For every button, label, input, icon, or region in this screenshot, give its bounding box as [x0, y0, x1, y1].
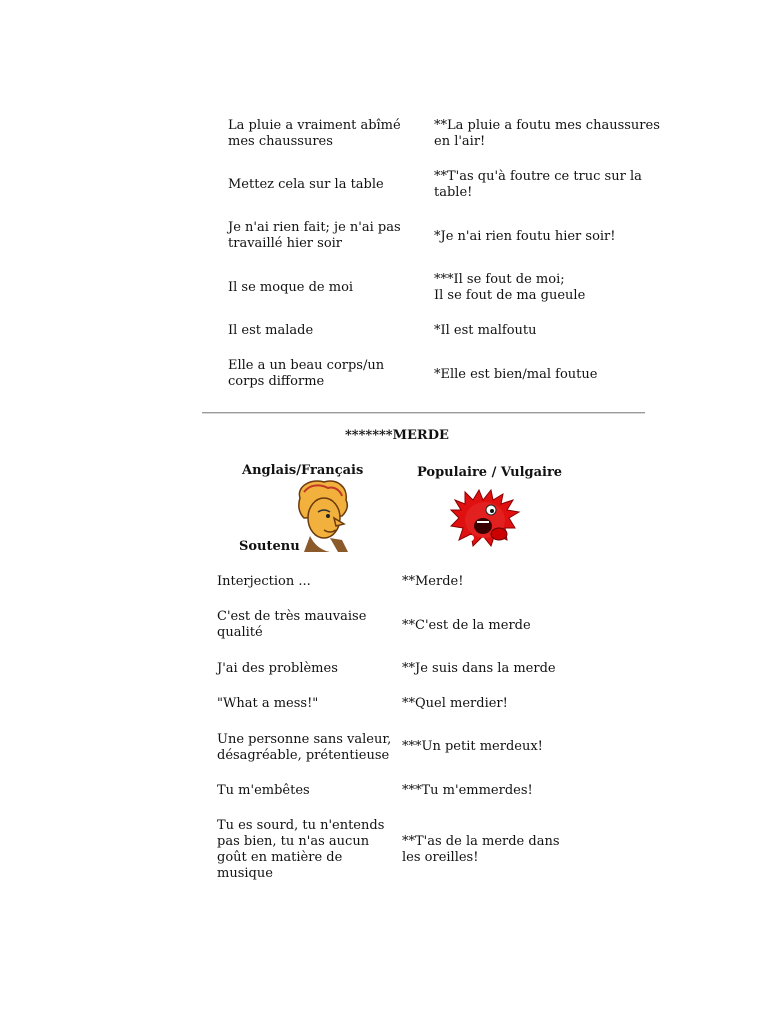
header-right: Populaire / Vulgaire [417, 465, 563, 480]
s2-row6-left: Tu m'embêtes [217, 783, 310, 798]
s2-row4-left: "What a mess!" [217, 696, 319, 711]
s1-row3-right: *Je n'ai rien foutu hier soir! [434, 229, 616, 244]
s1-row5-right: *Il est malfoutu [434, 323, 537, 338]
s2-row5-left: Une personne sans valeur, désagréable, prétentieuse [217, 732, 392, 763]
s2-row1-left: Interjection ... [217, 574, 311, 589]
s1-row2-right: **T'as qu'à foutre ce truc sur la table! [434, 169, 642, 200]
s1-row4-right: ***Il se fout de moi; Il se fout de ma gueule [434, 272, 586, 303]
soutenu-label: Soutenu [239, 539, 300, 554]
s1-row5-left: Il est malade [228, 323, 314, 338]
s2-row2-right: **C'est de la merde [402, 618, 531, 633]
s1-row6-left: Elle a un beau corps/un corps difforme [228, 358, 385, 389]
s2-row7-left: Tu es sourd, tu n'entends pas bien, tu n'as aucun goût en matière de musique [217, 818, 385, 881]
s2-row6-right: ***Tu m'emmerdes! [402, 783, 533, 798]
snooty-cartoon-face-icon [294, 478, 350, 552]
s1-row2-left: Mettez cela sur la table [228, 177, 384, 192]
header-left: Anglais/Français [242, 463, 364, 478]
s2-row1-right: **Merde! [402, 574, 464, 589]
s2-row5-right: ***Un petit merdeux! [402, 739, 543, 754]
screaming-red-cartoon-face-icon [449, 488, 521, 552]
s2-row3-right: **Je suis dans la merde [402, 661, 556, 676]
s1-row4-left: Il se moque de moi [228, 280, 354, 295]
s2-row7-right: **T'as de la merde dans les oreilles! [402, 834, 560, 865]
s2-row2-left: C'est de très mauvaise qualité [217, 609, 367, 640]
s1-row3-left: Je n'ai rien fait; je n'ai pas travaillé hier soir [228, 220, 401, 251]
s1-row6-right: *Elle est bien/mal foutue [434, 367, 598, 382]
s2-row4-right: **Quel merdier! [402, 696, 508, 711]
s1-row1-left: La pluie a vraiment abîmé mes chaussures [228, 118, 401, 149]
s1-row1-right: **La pluie a foutu mes chaussures en l'air! [434, 118, 660, 149]
section-title: *******MERDE [345, 428, 449, 443]
section-divider [202, 412, 645, 414]
s2-row3-left: J'ai des problèmes [217, 661, 338, 676]
